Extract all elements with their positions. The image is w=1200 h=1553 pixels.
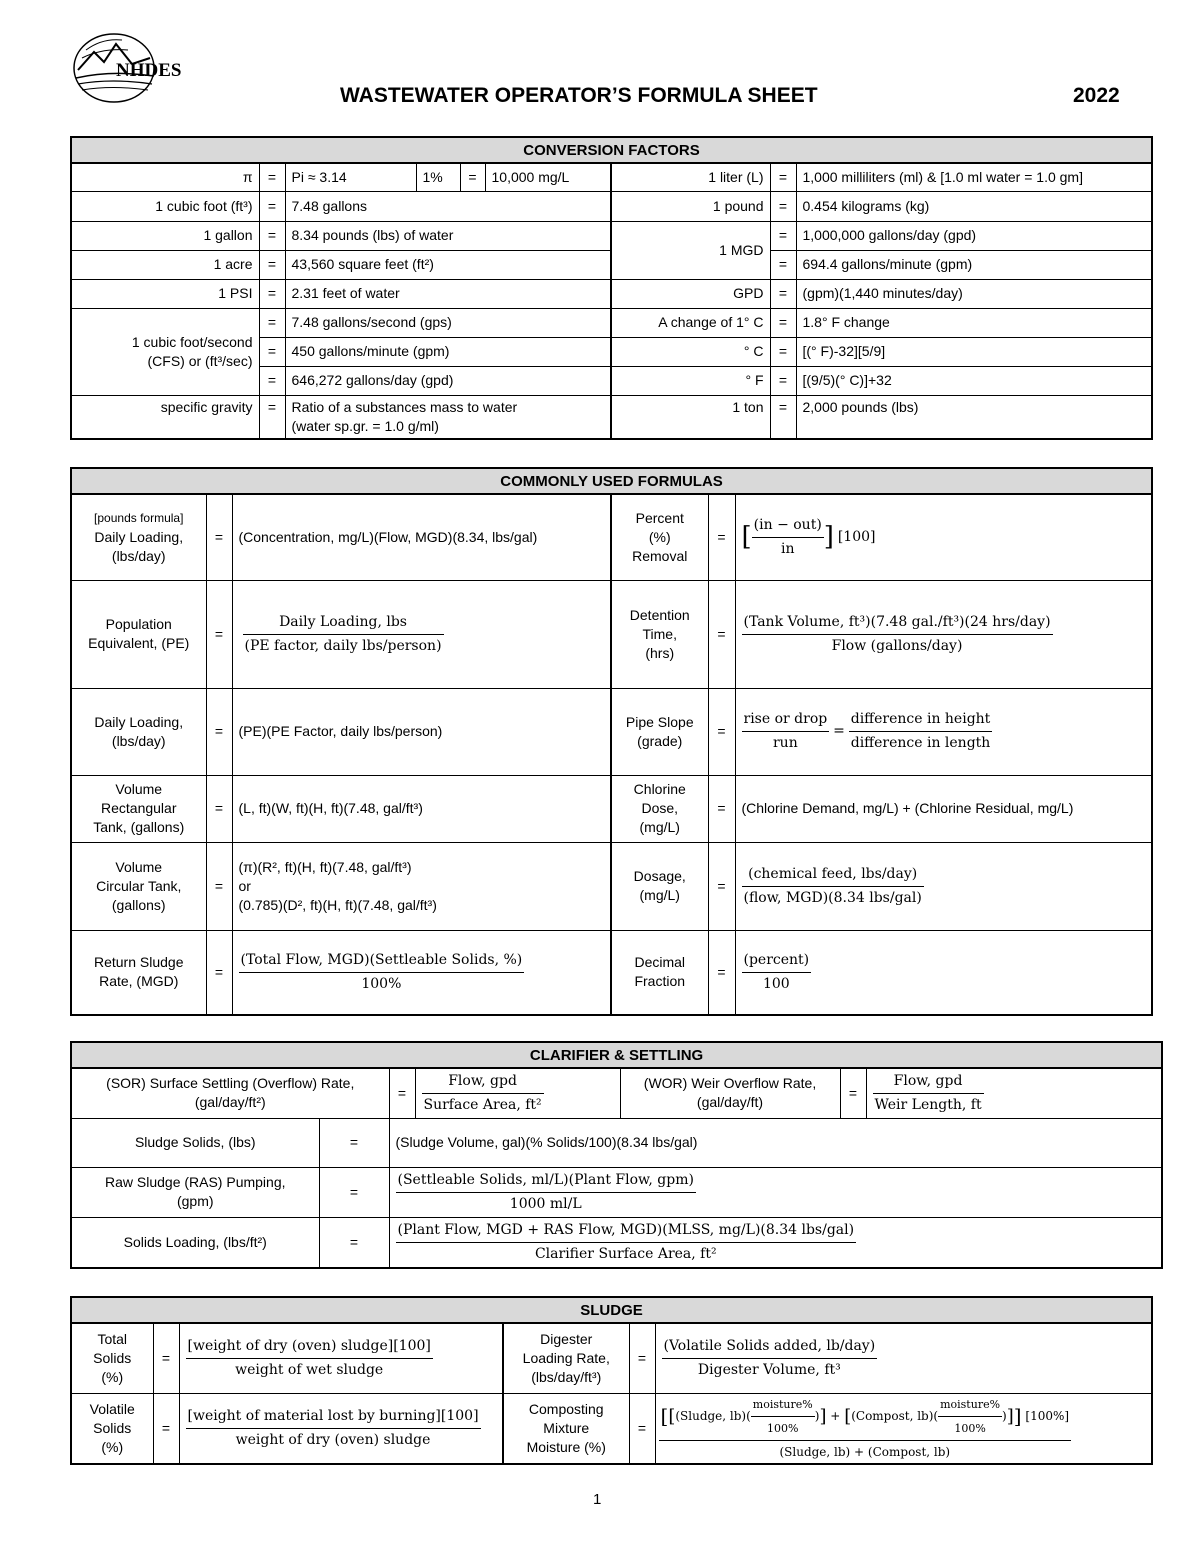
label-line: (grade) <box>637 732 683 749</box>
denominator: Flow (gallons/day) <box>831 637 963 654</box>
return-sludge-formula <box>232 930 611 1015</box>
label-line: Daily Loading, <box>94 713 184 730</box>
conversion-factors-table <box>70 136 1153 440</box>
daily-loading-units: (lbs/day) <box>111 547 166 564</box>
pipe-slope-label <box>611 688 708 775</box>
decimal-fraction-label <box>611 930 708 1015</box>
numerator: [weight of dry (oven) sludge][100] <box>186 1337 433 1359</box>
label-line: Solids <box>93 1349 132 1366</box>
acre-label: 1 acre <box>71 250 259 279</box>
cubic-foot-value: 7.48 gallons <box>285 191 611 221</box>
denominator: 100% <box>954 1421 986 1435</box>
clarifier-header: CLARIFIER & SETTLING <box>71 1042 1162 1068</box>
cubic-foot-label: 1 cubic foot (ft³) <box>71 191 259 221</box>
eq-sign: = <box>770 337 796 366</box>
percent-value: 10,000 mg/L <box>485 163 611 191</box>
specific-gravity-value <box>285 395 611 439</box>
dosage-formula <box>735 842 1152 930</box>
numerator: difference in height <box>849 710 993 732</box>
volume-rectangular-formula: (L, ft)(W, ft)(H, ft)(7.48, gal/ft³) <box>232 775 611 842</box>
cfs-label-line1: 1 cubic foot/second <box>131 333 253 350</box>
denominator: Digester Volume, ft³ <box>697 1361 841 1378</box>
daily-loading-label <box>71 494 206 580</box>
gallon-label: 1 gallon <box>71 221 259 250</box>
fraction <box>186 1337 433 1380</box>
label-line: (mg/L) <box>639 887 680 903</box>
percent-label: 1% <box>416 163 460 191</box>
numerator: (Volatile Solids added, lb/day) <box>662 1337 878 1359</box>
eq-sign: = <box>259 279 285 308</box>
gpd-value: (gpm)(1,440 minutes/day) <box>796 279 1152 308</box>
eq-sign: = <box>389 1068 415 1118</box>
nhdes-logo <box>72 30 197 110</box>
specific-gravity-line1: Ratio of a substances mass to water <box>291 398 518 415</box>
label-line: Dose, <box>641 800 679 816</box>
eq-sign: = <box>206 775 232 842</box>
eq-sign: = <box>833 723 845 740</box>
eq-sign: = <box>770 163 796 191</box>
label-line: Detention <box>629 606 690 623</box>
fraction <box>422 1072 544 1115</box>
acre-value: 43,560 square feet (ft²) <box>285 250 611 279</box>
label-line: Moisture (%) <box>526 1438 606 1455</box>
sludge-solids-label: Sludge Solids, (lbs) <box>71 1118 319 1167</box>
cfs-value-gpm: 450 gallons/minute (gpm) <box>285 337 611 366</box>
sludge-header: SLUDGE <box>71 1297 1152 1323</box>
label-line: (gal/day/ft) <box>696 1094 764 1111</box>
common-formulas-header: COMMONLY USED FORMULAS <box>71 468 1152 494</box>
eq-sign: = <box>770 366 796 395</box>
label-line: Volatile <box>89 1400 135 1417</box>
mgd-label: 1 MGD <box>611 221 770 279</box>
label-line: (gallons) <box>111 896 166 913</box>
eq-sign: = <box>259 337 285 366</box>
label-line: (%) <box>101 1368 124 1385</box>
numerator: [weight of material lost by burning][100] <box>186 1407 481 1429</box>
denominator: 100 <box>762 975 790 992</box>
denominator: (flow, MGD)(8.34 lbs/gal) <box>743 889 922 906</box>
label-line: (lbs/day/ft³) <box>531 1368 602 1385</box>
eq-sign: = <box>708 688 735 775</box>
celsius-value: [(° F)-32][5/9] <box>796 337 1152 366</box>
label-line: (hrs) <box>645 644 675 661</box>
liter-label: 1 liter (L) <box>611 163 770 191</box>
eq-sign: = <box>319 1217 389 1268</box>
eq-sign: = <box>460 163 485 191</box>
pound-value: 0.454 kilograms (kg) <box>796 191 1152 221</box>
common-formulas-table <box>70 467 1153 1016</box>
eq-sign: = <box>629 1323 655 1393</box>
detention-time-label <box>611 580 708 688</box>
numerator: Daily Loading, lbs <box>243 613 444 635</box>
fahrenheit-value: [(9/5)(° C)]+32 <box>796 366 1152 395</box>
denominator: weight of dry (oven) sludge <box>235 1431 431 1448</box>
digester-loading-formula <box>655 1323 1152 1393</box>
digester-loading-label <box>503 1323 629 1393</box>
eq-sign: = <box>708 580 735 688</box>
numerator: (chemical feed, lbs/day) <box>742 865 924 887</box>
denominator: in <box>780 540 795 557</box>
degree-change-value: 1.8° F change <box>796 308 1152 337</box>
psi-value: 2.31 feet of water <box>285 279 611 308</box>
numerator: (Plant Flow, MGD + RAS Flow, MGD)(MLSS, mg/L)(8.34 lbs/gal) <box>396 1221 857 1243</box>
eq-sign: = <box>770 395 796 439</box>
detention-time-formula <box>735 580 1152 688</box>
fraction <box>243 613 444 656</box>
return-sludge-label <box>71 930 206 1015</box>
eq-sign: = <box>259 163 285 191</box>
label-line: Chlorine <box>633 781 686 797</box>
label-line: Rate, (MGD) <box>99 973 179 990</box>
numerator: (percent) <box>742 951 812 973</box>
label-line: Percent <box>635 509 684 526</box>
label-line: Circular Tank, <box>96 877 182 894</box>
eq-sign: = <box>206 930 232 1015</box>
sor-label <box>71 1068 389 1118</box>
eq-sign: = <box>770 308 796 337</box>
pi-label: π <box>71 163 259 191</box>
label-line: Tank, (gallons) <box>93 819 185 835</box>
numerator: (Total Flow, MGD)(Settleable Solids, %) <box>239 951 525 973</box>
numerator: [[(Sludge, lb)( $\frac{\text{moisture\%}}{100\%}$ )] + [(Compost, lb)( $\frac{\text{moisture\%}}{100\%}$ )]] [100%] <box>659 1395 1072 1441</box>
eq-sign: = <box>319 1167 389 1217</box>
denominator: (PE factor, daily lbs/person) <box>244 637 442 654</box>
label-line: Total <box>97 1330 128 1347</box>
specific-gravity-line2: (water sp.gr. = 1.0 g/ml) <box>291 417 439 434</box>
numerator: (in − out) <box>752 516 824 538</box>
pi-value: Pi ≈ 3.14 <box>285 163 416 191</box>
volatile-solids-label <box>71 1393 153 1464</box>
ton-label: 1 ton <box>611 395 770 439</box>
composting-moisture-label <box>503 1393 629 1464</box>
fraction <box>742 865 924 908</box>
population-equivalent-formula <box>232 580 611 688</box>
fraction <box>849 710 993 753</box>
numerator: moisture% <box>938 1395 1002 1417</box>
gallon-value: 8.34 pounds (lbs) of water <box>285 221 611 250</box>
volume-circular-label <box>71 842 206 930</box>
eq-sign: = <box>708 842 735 930</box>
cfs-label <box>71 308 259 395</box>
label-line: Population <box>105 616 172 632</box>
conversion-header: CONVERSION FACTORS <box>71 137 1152 163</box>
eq-sign: = <box>708 494 735 580</box>
label-line: Mixture <box>543 1419 590 1436</box>
fraction <box>186 1407 481 1450</box>
fraction <box>752 516 824 559</box>
wor-formula <box>866 1068 1162 1118</box>
fraction <box>938 1395 1002 1438</box>
numerator: (Settleable Solids, ml/L)(Plant Flow, gpm) <box>396 1171 696 1193</box>
eq-sign: = <box>319 1118 389 1167</box>
eq-sign: = <box>770 221 796 250</box>
eq-sign: = <box>259 221 285 250</box>
fraction <box>742 951 812 994</box>
label-line: Volume <box>115 858 163 875</box>
solids-loading-formula <box>389 1217 1162 1268</box>
denominator: Clarifier Surface Area, ft² <box>534 1245 717 1262</box>
eq-sign: = <box>629 1393 655 1464</box>
decimal-fraction-formula <box>735 930 1152 1015</box>
eq-sign: = <box>259 395 285 439</box>
denominator: Surface Area, ft² <box>423 1096 542 1113</box>
page-title: WASTEWATER OPERATOR’S FORMULA SHEET <box>340 84 818 107</box>
cfs-value-gps: 7.48 gallons/second (gps) <box>285 308 611 337</box>
ras-pumping-formula <box>389 1167 1162 1217</box>
label-line: (gpm) <box>176 1193 214 1209</box>
fraction <box>396 1221 857 1264</box>
label-line: Equivalent, (PE) <box>88 635 190 651</box>
fraction <box>659 1395 1072 1462</box>
logo-text: NHDES <box>116 60 182 81</box>
numerator: Flow, gpd <box>873 1072 984 1094</box>
daily-loading-label-line: Daily Loading, <box>94 528 184 545</box>
gpd-label: GPD <box>611 279 770 308</box>
label-line: (gal/day/ft²) <box>194 1094 266 1111</box>
clarifier-table <box>70 1041 1163 1269</box>
volatile-solids-formula <box>179 1393 503 1464</box>
ton-value: 2,000 pounds (lbs) <box>796 395 1152 439</box>
numerator: moisture% <box>751 1395 815 1417</box>
eq-sign: = <box>708 930 735 1015</box>
ras-pumping-label <box>71 1167 319 1217</box>
chlorine-dose-label <box>611 775 708 842</box>
daily-loading-pe-label <box>71 688 206 775</box>
label-line: Volume <box>115 781 163 797</box>
label-line: (lbs/day) <box>111 732 166 749</box>
degree-change-label: A change of 1° C <box>611 308 770 337</box>
eq-sign: = <box>206 842 232 930</box>
fahrenheit-label: ° F <box>611 366 770 395</box>
population-equivalent-label <box>71 580 206 688</box>
psi-label: 1 PSI <box>71 279 259 308</box>
label-line: Raw Sludge (RAS) Pumping, <box>104 1174 286 1190</box>
formula-line: (π)(R², ft)(H, ft)(7.48, gal/ft³) <box>238 858 412 875</box>
specific-gravity-label: specific gravity <box>71 395 259 439</box>
fraction <box>742 710 830 753</box>
liter-value: 1,000 milliliters (ml) & [1.0 ml water = 1.0 gm] <box>796 163 1152 191</box>
sludge-solids-formula: (Sludge Volume, gal)(% Solids/100)(8.34 lbs/gal) <box>389 1118 1162 1167</box>
label-line: Digester <box>540 1330 593 1347</box>
label-line: Composting <box>528 1400 604 1417</box>
fraction <box>396 1171 696 1214</box>
chlorine-dose-formula: (Chlorine Demand, mg/L) + (Chlorine Residual, mg/L) <box>735 775 1152 842</box>
fraction <box>239 951 525 994</box>
eq-sign: = <box>259 308 285 337</box>
formula-line: (0.785)(D², ft)(H, ft)(7.48, gal/ft³) <box>238 896 437 913</box>
composting-moisture-formula <box>655 1393 1152 1464</box>
cfs-label-line2: (CFS) or (ft³/sec) <box>147 352 253 369</box>
cfs-value-gpd: 646,272 gallons/day (gpd) <box>285 366 611 395</box>
label-line: Solids <box>93 1419 132 1436</box>
label-line: (%) <box>101 1438 124 1455</box>
eq-sign: = <box>770 250 796 279</box>
multiplier: [100] <box>837 528 876 545</box>
percent-removal-formula: [ $\frac{\text{(in − out)}}{in}$ ] [100] <box>735 494 1152 580</box>
eq-sign: = <box>153 1393 179 1464</box>
label-line: Rectangular <box>101 800 177 816</box>
fraction <box>742 613 1053 656</box>
total-solids-label <box>71 1323 153 1393</box>
denominator: (Sludge, lb) + (Compost, lb) <box>779 1444 951 1459</box>
label-line: (mg/L) <box>639 819 680 835</box>
fraction <box>873 1072 984 1115</box>
eq-sign: = <box>153 1323 179 1393</box>
daily-loading-formula: (Concentration, mg/L)(Flow, MGD)(8.34, lbs/gal) <box>232 494 611 580</box>
eq-sign: = <box>770 279 796 308</box>
label-line: Pipe Slope <box>625 713 694 730</box>
eq-sign: = <box>206 580 232 688</box>
pipe-slope-formula <box>735 688 1152 775</box>
eq-sign: = <box>206 494 232 580</box>
denominator: 1000 ml/L <box>509 1195 582 1212</box>
numerator: Flow, gpd <box>422 1072 544 1094</box>
total-solids-formula <box>179 1323 503 1393</box>
fraction <box>751 1395 815 1438</box>
wor-label <box>620 1068 840 1118</box>
formula-or: or <box>238 877 251 894</box>
eq-sign: = <box>259 250 285 279</box>
label-line: Loading Rate, <box>522 1349 610 1366</box>
denominator: run <box>772 735 798 751</box>
fraction <box>662 1337 878 1380</box>
eq-sign: = <box>259 366 285 395</box>
eq-sign: = <box>840 1068 866 1118</box>
plus-sign: + <box>830 1408 841 1423</box>
volume-circular-formula <box>232 842 611 930</box>
sor-formula <box>415 1068 620 1118</box>
denominator: Weir Length, ft <box>874 1096 982 1113</box>
pounds-formula-note: [pounds formula] <box>94 510 184 525</box>
eq-sign: = <box>708 775 735 842</box>
percent-removal-label <box>611 494 708 580</box>
pound-label: 1 pound <box>611 191 770 221</box>
denominator: 100% <box>361 975 402 992</box>
celsius-label: ° C <box>611 337 770 366</box>
denominator: weight of wet sludge <box>235 1361 384 1378</box>
daily-loading-pe-formula: (PE)(PE Factor, daily lbs/person) <box>232 688 611 775</box>
eq-sign: = <box>206 688 232 775</box>
multiplier: [100%] <box>1025 1408 1070 1423</box>
volume-rectangular-label <box>71 775 206 842</box>
page-year: 2022 <box>1073 84 1120 107</box>
mgd-value-gpd: 1,000,000 gallons/day (gpd) <box>796 221 1152 250</box>
page-number: 1 <box>593 1491 602 1508</box>
numerator: rise or drop <box>742 710 830 732</box>
label-line: Fraction <box>634 973 686 990</box>
label-line: Decimal <box>634 954 686 971</box>
eq-sign: = <box>770 191 796 221</box>
denominator: 100% <box>767 1421 799 1435</box>
label-line: (SOR) Surface Settling (Overflow) Rate, <box>106 1075 355 1092</box>
dosage-label <box>611 842 708 930</box>
label-line: Return Sludge <box>93 954 184 971</box>
label-line: Removal <box>632 547 688 564</box>
sludge-table <box>70 1296 1153 1465</box>
label-line: (%) <box>648 528 671 545</box>
label-line: (WOR) Weir Overflow Rate, <box>643 1075 817 1092</box>
numerator: (Tank Volume, ft³)(7.48 gal./ft³)(24 hrs/day) <box>742 613 1053 635</box>
label-line: Dosage, <box>633 868 686 884</box>
term: (Sludge, lb) <box>675 1408 747 1423</box>
mgd-value-gpm: 694.4 gallons/minute (gpm) <box>796 250 1152 279</box>
eq-sign: = <box>259 191 285 221</box>
solids-loading-label: Solids Loading, (lbs/ft²) <box>71 1217 319 1268</box>
denominator: difference in length <box>850 735 991 751</box>
term: (Compost, lb) <box>851 1408 934 1423</box>
label-line: Time, <box>642 625 677 642</box>
